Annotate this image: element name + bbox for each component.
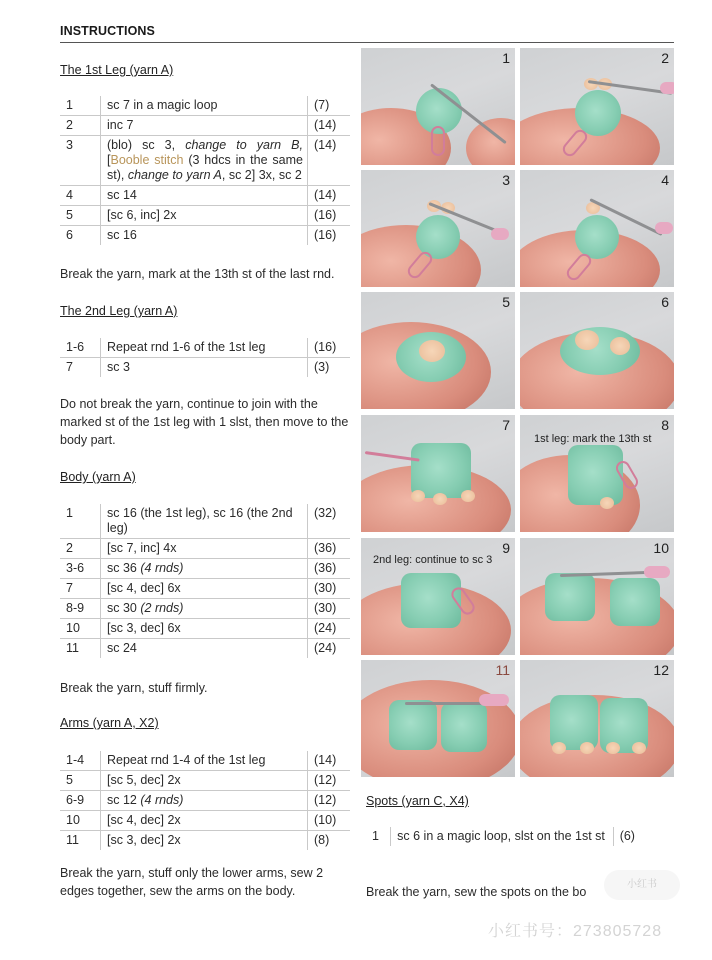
bobble-image — [632, 742, 646, 754]
table-row — [60, 504, 350, 539]
instruction-italic: change to yarn A — [127, 168, 222, 182]
step-photo-9 — [361, 538, 515, 655]
stitch-count: (12) — [308, 771, 351, 791]
step-photo-1 — [361, 48, 515, 165]
round-instruction — [101, 599, 308, 619]
round-instruction: [sc 6, inc] 2x — [101, 206, 308, 226]
step-photo-2 — [520, 48, 674, 165]
stitch-count: (14) — [308, 116, 351, 136]
stitch-count: (30) — [308, 579, 351, 599]
table-row — [60, 96, 350, 116]
step-photo-7 — [361, 415, 515, 532]
section-title-2nd-leg: The 2nd Leg (yarn A) — [60, 304, 178, 318]
stitch-count: (16) — [308, 338, 351, 358]
table-row — [60, 338, 350, 358]
bobble-image — [580, 742, 594, 754]
booble-stitch-term: Booble stitch — [110, 153, 184, 167]
round-instruction: [sc 4, dec] 6x — [101, 579, 308, 599]
step-number: 8 — [661, 417, 669, 433]
round-number: 2 — [60, 116, 101, 136]
crochet-piece-image — [389, 700, 437, 750]
photo-caption: 1st leg: mark the 13th st — [534, 433, 652, 445]
body-note: Break the yarn, stuff firmly. — [60, 681, 208, 695]
round-instruction: [sc 7, inc] 4x — [101, 539, 308, 559]
round-instruction: sc 16 (the 1st leg), sc 16 (the 2nd leg) — [101, 504, 308, 539]
step-photo-4 — [520, 170, 674, 287]
hook-handle-image — [655, 222, 673, 234]
stitch-count: (16) — [308, 206, 351, 226]
round-instruction: [sc 4, dec] 2x — [101, 811, 308, 831]
step-photo-8 — [520, 415, 674, 532]
step-number: 7 — [502, 417, 510, 433]
round-number: 7 — [60, 358, 101, 378]
leg1-note: Break the yarn, mark at the 13th st of the last rnd. — [60, 267, 335, 281]
round-number: 6-9 — [60, 791, 101, 811]
leg2-round-table — [60, 338, 350, 377]
round-number: 3 — [60, 136, 101, 186]
step-number: 5 — [502, 294, 510, 310]
round-number: 7 — [60, 579, 101, 599]
leg2-note: Do not break the yarn, continue to join with the marked st of the 1st leg with 1 slst, then move to the body part. — [60, 397, 349, 447]
table-row — [60, 186, 350, 206]
arms-round-table — [60, 751, 350, 850]
stitch-count: (36) — [308, 559, 351, 579]
stitch-count: (3) — [314, 360, 330, 374]
table-row — [60, 559, 350, 579]
round-instruction: [sc 3, dec] 2x — [101, 831, 308, 851]
stitch-count: (24) — [308, 619, 351, 639]
stitch-count: (12) — [308, 791, 351, 811]
step-photo-12 — [520, 660, 674, 777]
section-title-body: Body (yarn A) — [60, 470, 136, 484]
round-number: 10 — [60, 619, 101, 639]
table-row — [60, 136, 350, 186]
stitch-count: (30) — [308, 599, 351, 619]
photo-caption: 2nd leg: continue to sc 3 — [373, 554, 493, 566]
step-number: 11 — [495, 662, 510, 678]
crochet-piece-image — [575, 215, 619, 259]
round-instruction: sc 7 in a magic loop — [101, 96, 308, 116]
spots-note: Break the yarn, sew the spots on the bo — [366, 885, 587, 899]
table-row — [60, 771, 350, 791]
round-number: 5 — [60, 771, 101, 791]
instruction-text: , sc 2] 3x, sc 2 — [221, 168, 302, 182]
round-number: 3-6 — [60, 559, 101, 579]
watermark-badge: 小红书 — [604, 870, 680, 900]
round-instruction: Repeat rnd 1-4 of the 1st leg — [101, 751, 308, 771]
round-instruction: sc 6 in a magic loop, slst on the 1st st — [391, 827, 614, 846]
spots-round-table — [366, 827, 656, 846]
table-row — [60, 358, 350, 378]
crochet-piece-image — [441, 702, 487, 752]
body-round-table — [60, 504, 350, 658]
table-row — [60, 599, 350, 619]
section-title-arms: Arms (yarn A, X2) — [60, 716, 159, 730]
round-instruction: inc 7 — [101, 116, 308, 136]
step-photo-6 — [520, 292, 674, 409]
arms-note: Break the yarn, stuff only the lower arms, sew 2 edges together, sew the arms on the body. — [60, 866, 324, 898]
hook-handle-image — [491, 228, 509, 240]
bobble-image — [610, 337, 630, 355]
table-row — [60, 619, 350, 639]
step-photo-5 — [361, 292, 515, 409]
table-row — [60, 831, 350, 851]
table-row — [60, 751, 350, 771]
step-number: 9 — [502, 540, 510, 556]
stitch-count: (14) — [308, 186, 351, 206]
round-number: 1 — [60, 96, 101, 116]
round-number: 6 — [60, 226, 101, 246]
stitch-count: (14) — [308, 136, 351, 186]
instruction-text: sc 12 — [107, 793, 141, 807]
round-instruction — [101, 136, 308, 186]
bobble-image — [461, 490, 475, 502]
table-row — [60, 539, 350, 559]
bobble-image — [606, 742, 620, 754]
step-number: 12 — [653, 662, 669, 678]
round-number: 2 — [60, 539, 101, 559]
step-photo-10 — [520, 538, 674, 655]
round-number: 1-6 — [60, 338, 101, 358]
round-number: 11 — [60, 831, 101, 851]
round-number: 5 — [60, 206, 101, 226]
round-number: 1 — [60, 504, 101, 539]
round-instruction: Repeat rnd 1-6 of the 1st leg — [101, 338, 308, 358]
instruction-text: sc 36 — [107, 561, 141, 575]
bobble-image — [600, 497, 614, 509]
bobble-image — [419, 340, 445, 362]
instruction-italic: (2 rnds) — [140, 601, 184, 615]
step-number: 10 — [653, 540, 669, 556]
stitch-count: (14) — [308, 751, 351, 771]
watermark-text: 小红书号：273805728 — [488, 923, 663, 940]
hook-handle-image — [644, 566, 670, 578]
stitch-count: (16) — [314, 228, 337, 242]
crochet-piece-image — [545, 573, 595, 621]
stitch-count: (10) — [308, 811, 351, 831]
instruction-italic: (4 rnds) — [140, 793, 184, 807]
step-photo-3 — [361, 170, 515, 287]
table-row — [366, 827, 656, 846]
title-divider — [60, 42, 674, 43]
table-row — [60, 579, 350, 599]
stitch-count: (8) — [314, 833, 330, 847]
stitch-count: (7) — [308, 96, 351, 116]
round-number: 10 — [60, 811, 101, 831]
stitch-count: (24) — [314, 641, 337, 655]
step-number: 3 — [502, 172, 510, 188]
round-instruction — [101, 559, 308, 579]
step-number: 2 — [661, 50, 669, 66]
round-instruction: sc 3 — [101, 358, 308, 378]
bobble-image — [552, 742, 566, 754]
bobble-image — [433, 493, 447, 505]
section-title-spots: Spots (yarn C, X4) — [366, 794, 469, 808]
stitch-count: (6) — [619, 829, 635, 843]
leg1-round-table — [60, 96, 350, 245]
step-number: 1 — [502, 50, 510, 66]
table-row — [60, 206, 350, 226]
round-instruction: sc 16 — [101, 226, 308, 246]
crochet-piece-image — [610, 578, 660, 626]
instruction-text: (3 hdcs in the same st), — [107, 153, 303, 182]
hook-handle-image — [479, 694, 509, 706]
crochet-piece-image — [568, 445, 623, 505]
round-instruction: [sc 5, dec] 2x — [101, 771, 308, 791]
round-number: 8-9 — [60, 599, 101, 619]
table-row — [60, 226, 350, 246]
crochet-piece-image — [401, 573, 461, 628]
round-instruction — [101, 791, 308, 811]
round-instruction: sc 24 — [101, 639, 308, 659]
round-number: 1 — [366, 827, 391, 846]
bobble-image — [411, 490, 425, 502]
stitch-count: (32) — [308, 504, 351, 539]
step-number: 4 — [661, 172, 669, 188]
hand-image — [466, 118, 515, 165]
instruction-italic: change to yarn B, — [185, 138, 303, 152]
round-number: 11 — [60, 639, 101, 659]
step-number: 6 — [661, 294, 669, 310]
instruction-italic: (4 rnds) — [140, 561, 184, 575]
section-title-1st-leg: The 1st Leg (yarn A) — [60, 63, 174, 77]
round-instruction: [sc 3, dec] 6x — [101, 619, 308, 639]
instruction-text: [ — [107, 153, 111, 167]
stitch-count: (36) — [308, 539, 351, 559]
instruction-text: sc 30 — [107, 601, 141, 615]
table-row — [60, 791, 350, 811]
step-photo-11 — [361, 660, 515, 777]
round-instruction: sc 14 — [101, 186, 308, 206]
table-row — [60, 639, 350, 659]
stitch-marker-image — [431, 126, 445, 156]
bobble-image — [575, 330, 599, 350]
round-number: 1-4 — [60, 751, 101, 771]
crochet-hook-image — [405, 702, 485, 705]
instruction-text: (blo) sc 3, — [107, 138, 186, 152]
hook-handle-image — [660, 82, 674, 94]
page-title: INSTRUCTIONS — [60, 24, 155, 38]
table-row — [60, 116, 350, 136]
round-number: 4 — [60, 186, 101, 206]
table-row — [60, 811, 350, 831]
